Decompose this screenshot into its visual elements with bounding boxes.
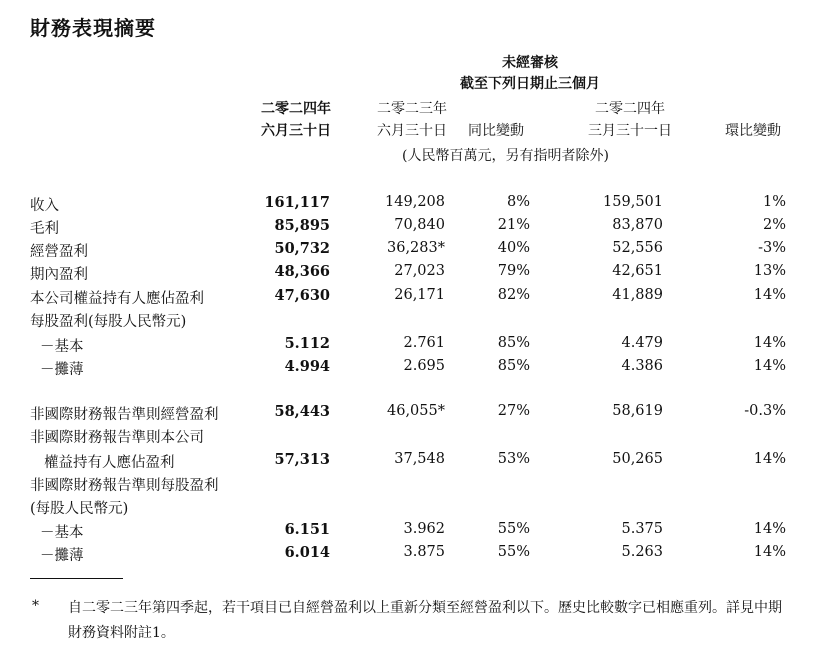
cell-c3: 55% — [497, 521, 530, 537]
cell-c2: 2.761 — [403, 335, 445, 351]
cell-c3: 8% — [506, 194, 530, 210]
row-label: 每股盈利(每股人民幣元) — [30, 314, 187, 330]
cell-c2: 26,171 — [394, 287, 445, 303]
cell-c1: 6.151 — [284, 521, 330, 538]
cell-c5: 2% — [762, 217, 786, 233]
cell-c3: 40% — [497, 240, 530, 256]
row-label: －基本 — [40, 525, 84, 541]
col4-header-line1: 二零二四年 — [595, 101, 665, 117]
cell-c2: 46,055* — [387, 403, 445, 419]
col4-header-line2: 三月三十一日 — [588, 123, 672, 139]
cell-c4: 5.263 — [621, 544, 663, 560]
row-label: 非國際財務報告準則經營盈利 — [30, 407, 219, 423]
table-row — [0, 333, 823, 355]
cell-c5: 14% — [753, 287, 786, 303]
cell-c3: 55% — [497, 544, 530, 560]
cell-c5: 14% — [753, 451, 786, 467]
row-label: －攤薄 — [40, 362, 84, 378]
table-row — [0, 261, 823, 283]
cell-c1: 58,443 — [274, 403, 330, 420]
cell-c5: 14% — [753, 335, 786, 351]
cell-c4: 42,651 — [612, 263, 663, 279]
table-row — [0, 215, 823, 237]
cell-c2: 70,840 — [394, 217, 445, 233]
row-label: 毛利 — [30, 221, 59, 237]
yoy-change-header: 同比變動 — [468, 123, 524, 139]
row-label: 權益持有人應佔盈利 — [44, 455, 175, 471]
col2-header-line2: 六月三十日 — [377, 123, 447, 139]
cell-c4: 58,619 — [612, 403, 663, 419]
cell-c5: -3% — [758, 240, 786, 256]
cell-c4: 159,501 — [603, 194, 663, 210]
footnote-text: 自二零二三年第四季起，若干項目已自經營盈利以上重新分類至經營盈利以下。歷史比較數字已相應重列。詳見中期財務資料附註1。 — [68, 600, 782, 641]
row-label: 收入 — [30, 198, 59, 214]
table-row — [0, 285, 823, 307]
col1-header-line1: 二零二四年 — [261, 101, 331, 117]
cell-c1: 47,630 — [274, 287, 330, 304]
footnote-divider — [30, 578, 123, 579]
cell-c3: 21% — [497, 217, 530, 233]
cell-c3: 53% — [497, 451, 530, 467]
table-row — [0, 449, 823, 471]
unit-note: (人民幣百萬元，另有指明者除外) — [402, 148, 609, 164]
cell-c5: 14% — [753, 544, 786, 560]
period-header: 截至下列日期止三個月 — [460, 76, 600, 92]
table-row — [0, 308, 823, 330]
footnote-mark: * — [32, 598, 39, 614]
row-label: 本公司權益持有人應佔盈利 — [30, 291, 204, 307]
cell-c2: 37,548 — [394, 451, 445, 467]
cell-c1: 4.994 — [284, 358, 330, 375]
cell-c5: -0.3% — [744, 403, 786, 419]
row-label: 非國際財務報告準則本公司 — [30, 430, 204, 446]
cell-c4: 52,556 — [612, 240, 663, 256]
cell-c4: 4.479 — [621, 335, 663, 351]
row-label: 期內盈利 — [30, 267, 88, 283]
cell-c2: 3.962 — [403, 521, 445, 537]
unaudited-header: 未經審核 — [502, 55, 558, 71]
table-row — [0, 472, 823, 494]
cell-c1: 6.014 — [284, 544, 330, 561]
row-label: 經營盈利 — [30, 244, 88, 260]
cell-c3: 85% — [497, 335, 530, 351]
table-row — [0, 424, 823, 446]
col1-header-line2: 六月三十日 — [261, 123, 331, 139]
qoq-change-header: 環比變動 — [725, 123, 781, 139]
cell-c4: 83,870 — [612, 217, 663, 233]
row-label: －攤薄 — [40, 548, 84, 564]
cell-c4: 41,889 — [612, 287, 663, 303]
cell-c4: 50,265 — [612, 451, 663, 467]
col2-header-line1: 二零二三年 — [377, 101, 447, 117]
table-row — [0, 401, 823, 423]
page-title: 財務表現摘要 — [30, 16, 156, 40]
cell-c1: 85,895 — [274, 217, 330, 234]
table-row — [0, 519, 823, 541]
cell-c1: 161,117 — [264, 194, 330, 211]
cell-c5: 14% — [753, 358, 786, 374]
cell-c4: 4.386 — [621, 358, 663, 374]
cell-c3: 79% — [497, 263, 530, 279]
table-row — [0, 542, 823, 564]
table-row — [0, 356, 823, 378]
cell-c3: 82% — [497, 287, 530, 303]
cell-c1: 48,366 — [274, 263, 330, 280]
cell-c3: 85% — [497, 358, 530, 374]
cell-c5: 1% — [762, 194, 786, 210]
cell-c2: 36,283* — [387, 240, 445, 256]
cell-c1: 57,313 — [274, 451, 330, 468]
row-label: 非國際財務報告準則每股盈利 — [30, 478, 219, 494]
cell-c2: 27,023 — [394, 263, 445, 279]
cell-c4: 5.375 — [621, 521, 663, 537]
table-row — [0, 238, 823, 260]
cell-c2: 149,208 — [385, 194, 445, 210]
table-row — [0, 192, 823, 214]
cell-c5: 14% — [753, 521, 786, 537]
row-label: (每股人民幣元) — [30, 501, 129, 517]
cell-c5: 13% — [753, 263, 786, 279]
cell-c1: 50,732 — [274, 240, 330, 257]
table-row — [0, 495, 823, 517]
cell-c2: 3.875 — [403, 544, 445, 560]
cell-c3: 27% — [497, 403, 530, 419]
row-label: －基本 — [40, 339, 84, 355]
cell-c1: 5.112 — [284, 335, 330, 352]
cell-c2: 2.695 — [403, 358, 445, 374]
